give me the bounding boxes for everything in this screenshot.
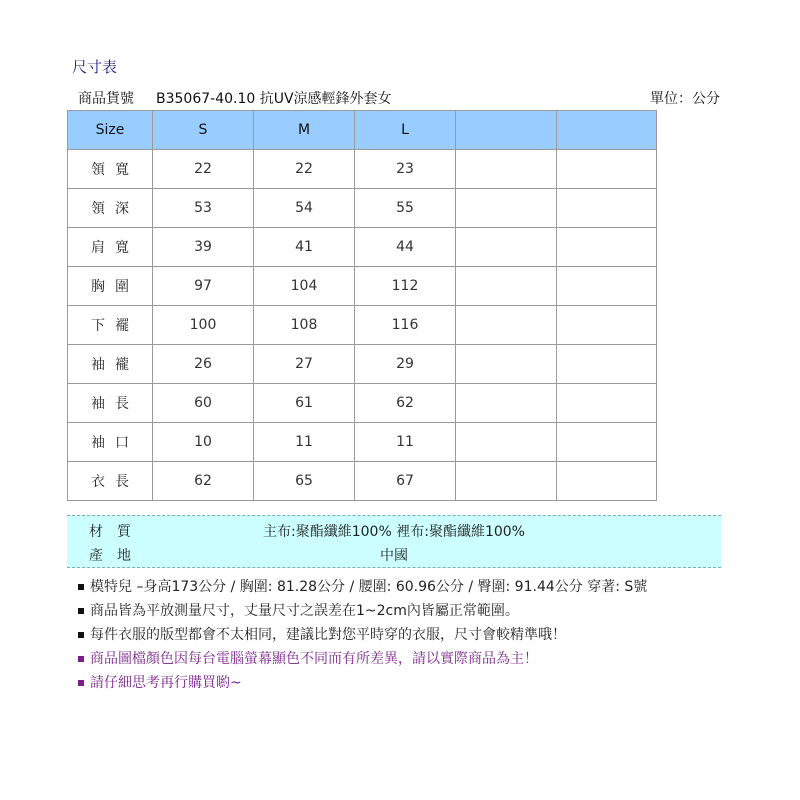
header-empty-1 — [456, 111, 557, 150]
table-row — [68, 423, 657, 462]
cell-l: 23 — [355, 150, 456, 189]
cell-empty — [557, 228, 657, 267]
cell-l: 112 — [355, 267, 456, 306]
cell-l: 62 — [355, 384, 456, 423]
cell-empty — [557, 384, 657, 423]
cell-m: 11 — [254, 423, 355, 462]
cell-empty — [557, 462, 657, 501]
cell-s: 62 — [153, 462, 254, 501]
cell-empty — [557, 345, 657, 384]
note-text: 模特兒 –身高173公分 / 胸圍: 81.28公分 / 腰圍: 60.96公分 / 臀圍: 91.44公分 穿著: S號 — [90, 579, 648, 595]
row-label: 領深 — [68, 189, 153, 228]
cell-m: 65 — [254, 462, 355, 501]
cell-l: 116 — [355, 306, 456, 345]
cell-empty — [456, 228, 557, 267]
cell-m: 104 — [254, 267, 355, 306]
header-l: L — [355, 111, 456, 150]
table-row — [68, 345, 657, 384]
cell-l: 67 — [355, 462, 456, 501]
table-row — [68, 228, 657, 267]
row-label: 袖口 — [68, 423, 153, 462]
note-text: 商品圖檔顏色因每台電腦螢幕顯色不同而有所差異，請以實際商品為主！ — [90, 651, 538, 667]
origin-value: 中國 — [380, 548, 408, 564]
note-item — [78, 671, 647, 695]
cell-empty — [456, 189, 557, 228]
cell-empty — [456, 345, 557, 384]
cell-s: 10 — [153, 423, 254, 462]
material-label: 材質 — [89, 524, 145, 540]
note-item — [78, 599, 647, 623]
size-header-row — [68, 111, 657, 150]
header-s: S — [153, 111, 254, 150]
cell-l: 55 — [355, 189, 456, 228]
cell-s: 26 — [153, 345, 254, 384]
cell-m: 27 — [254, 345, 355, 384]
cell-empty — [456, 306, 557, 345]
cell-l: 44 — [355, 228, 456, 267]
cell-empty — [456, 423, 557, 462]
material-value: 主布:聚酯纖維100% 裡布:聚酯纖維100% — [263, 524, 525, 540]
table-row — [68, 306, 657, 345]
product-number-label: 商品貨號 — [78, 91, 134, 107]
note-item — [78, 623, 647, 647]
square-bullet-icon — [78, 608, 84, 614]
cell-empty — [456, 384, 557, 423]
square-bullet-icon — [78, 680, 84, 686]
note-item — [78, 575, 647, 599]
header-m: M — [254, 111, 355, 150]
table-row — [68, 189, 657, 228]
table-row — [68, 384, 657, 423]
square-bullet-icon — [78, 632, 84, 638]
note-text: 商品皆為平放測量尺寸，丈量尺寸之誤差在1~2cm內皆屬正常範圍。 — [90, 603, 519, 619]
cell-m: 61 — [254, 384, 355, 423]
header-size: Size — [68, 111, 153, 150]
origin-label: 產地 — [89, 548, 145, 564]
cell-empty — [557, 306, 657, 345]
product-info-line — [78, 88, 720, 108]
cell-m: 22 — [254, 150, 355, 189]
note-item — [78, 647, 647, 671]
cell-empty — [557, 423, 657, 462]
cell-m: 54 — [254, 189, 355, 228]
cell-m: 41 — [254, 228, 355, 267]
row-label: 袖長 — [68, 384, 153, 423]
cell-m: 108 — [254, 306, 355, 345]
cell-s: 53 — [153, 189, 254, 228]
cell-s: 39 — [153, 228, 254, 267]
cell-s: 100 — [153, 306, 254, 345]
cell-l: 29 — [355, 345, 456, 384]
table-row — [68, 267, 657, 306]
cell-empty — [456, 150, 557, 189]
cell-empty — [456, 462, 557, 501]
row-label: 袖襱 — [68, 345, 153, 384]
cell-empty — [557, 267, 657, 306]
notes-list — [78, 575, 647, 695]
header-empty-2 — [557, 111, 657, 150]
cell-s: 60 — [153, 384, 254, 423]
note-text: 請仔細思考再行購買喲~ — [90, 675, 242, 691]
row-label: 胸圍 — [68, 267, 153, 306]
cell-s: 22 — [153, 150, 254, 189]
table-row — [68, 150, 657, 189]
square-bullet-icon — [78, 584, 84, 590]
material-info-box — [67, 515, 721, 568]
row-label: 衣長 — [68, 462, 153, 501]
size-table — [67, 110, 657, 501]
square-bullet-icon — [78, 656, 84, 662]
unit-label: 單位：公分 — [650, 91, 720, 107]
row-label: 下襬 — [68, 306, 153, 345]
cell-empty — [456, 267, 557, 306]
cell-empty — [557, 189, 657, 228]
row-label: 領寬 — [68, 150, 153, 189]
cell-s: 97 — [153, 267, 254, 306]
cell-l: 11 — [355, 423, 456, 462]
table-row — [68, 462, 657, 501]
cell-empty — [557, 150, 657, 189]
page-title: 尺寸表 — [72, 58, 118, 76]
product-code-name: B35067-40.10 抗UV涼感輕鋒外套女 — [156, 91, 392, 107]
row-label: 肩寬 — [68, 228, 153, 267]
note-text: 每件衣服的版型都會不太相同，建議比對您平時穿的衣服，尺寸會較精準哦！ — [90, 627, 566, 643]
